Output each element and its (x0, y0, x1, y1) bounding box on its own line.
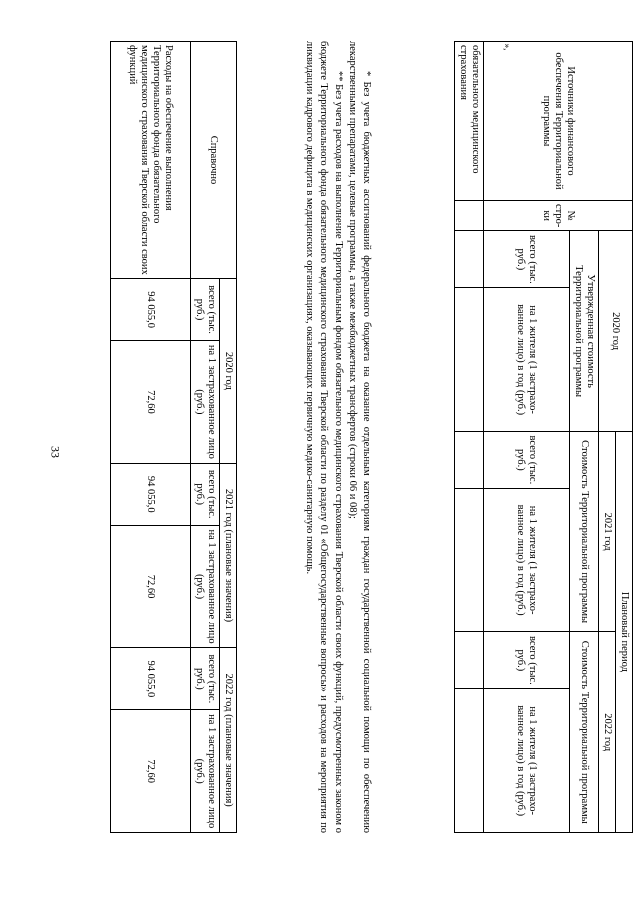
cell-empty (454, 689, 483, 833)
cell-empty (454, 488, 483, 632)
header-total-2020: всего (тыс. руб.) (483, 231, 569, 288)
cell-empty (454, 231, 483, 288)
row-label-oms: обязательного медицинского страхования (454, 42, 483, 201)
footnote-2: ** Без учета расходов на выполнение Территориальным фондом обязательного медицинского страхования Тверской области своих функций, предусмотренных законом о бюджете Территориального фонда обязательного медицинского страхования Тверской области по разделу 01 «Общегосударственные вопросы» и расходов на мероприятия по ликвидации кадрового дефицита в медицинских организациях, оказывающих первичную медико-санитарную помощь. (304, 41, 344, 833)
header-per-insured-2021: на 1 застрахованное лицо (руб.) (190, 525, 219, 648)
footnotes (302, 41, 373, 833)
header-cost-2021: Стоимость Территориальной программы (569, 431, 598, 632)
header-2020: 2020 год (219, 279, 236, 464)
header-2020: 2020 год (598, 231, 632, 432)
header-cost-2022: Стоимость Территориальной программы (569, 632, 598, 833)
header-2021: 2021 год (598, 431, 615, 632)
corner-mark: », (502, 43, 513, 51)
cell-empty (454, 201, 483, 231)
cell-empty (454, 288, 483, 432)
header-approved-cost: Утвержденная стоимость Территориальной программы (569, 231, 598, 432)
header-per-insured-2020: на 1 застрахованное лицо (руб.) (190, 341, 219, 464)
reference-table (110, 41, 237, 833)
cell-empty (454, 431, 483, 488)
header-total-2020: всего (тыс. руб.) (190, 279, 219, 341)
header-total-2022: всего (тыс. руб.) (483, 632, 569, 689)
header-per-person-2022: на 1 жителя (1 застрахо-ванное лицо) в год (руб.) (483, 689, 569, 833)
header-2022: 2022 год (плановые значения) (219, 648, 236, 833)
header-per-person-2021: на 1 жителя (1 застрахо-ванное лицо) в год (руб.) (483, 488, 569, 632)
header-row-no: № стро-ки (483, 201, 632, 231)
value-total-2021: 94 055,0 (110, 463, 190, 525)
value-per-insured-2020: 72,60 (110, 341, 190, 464)
funding-sources-table (454, 41, 633, 833)
header-source: Источники финансового обеспечения Территориальной программы (483, 42, 632, 201)
header-total-2021: всего (тыс. руб.) (483, 431, 569, 488)
header-per-insured-2022: на 1 застрахованное лицо (руб.) (190, 710, 219, 833)
header-2021: 2021 год (плановые значения) (219, 463, 236, 648)
page-number: 33 (48, 446, 63, 458)
value-per-insured-2021: 72,60 (110, 525, 190, 648)
footnote-1: * Без учета бюджетных ассигнований федерального бюджета на оказание отдельным категориям граждан государственной социальной помощи по обеспечению лекарственными препаратами, целевые программы, а также межбюджетных трансфертов (строки 06 и 08); (346, 41, 372, 833)
header-total-2022: всего (тыс. руб.) (190, 648, 219, 710)
header-total-2021: всего (тыс. руб.) (190, 463, 219, 525)
header-reference: Справочно (190, 42, 236, 279)
row-label-tfoms: Расходы на обеспечение выполнения Территориального фонда обязательного медицинского страхования Тверской области своих функций (110, 42, 190, 279)
value-total-2020: 94 055,0 (110, 279, 190, 341)
value-total-2022: 94 055,0 (110, 648, 190, 710)
header-2022: 2022 год (598, 632, 615, 833)
header-per-person-2020: на 1 жителя (1 застрахо-ванное лицо) в год (руб.) (483, 288, 569, 432)
header-planned-period: Плановый период (615, 431, 632, 832)
cell-empty (454, 632, 483, 689)
value-per-insured-2022: 72,60 (110, 710, 190, 833)
